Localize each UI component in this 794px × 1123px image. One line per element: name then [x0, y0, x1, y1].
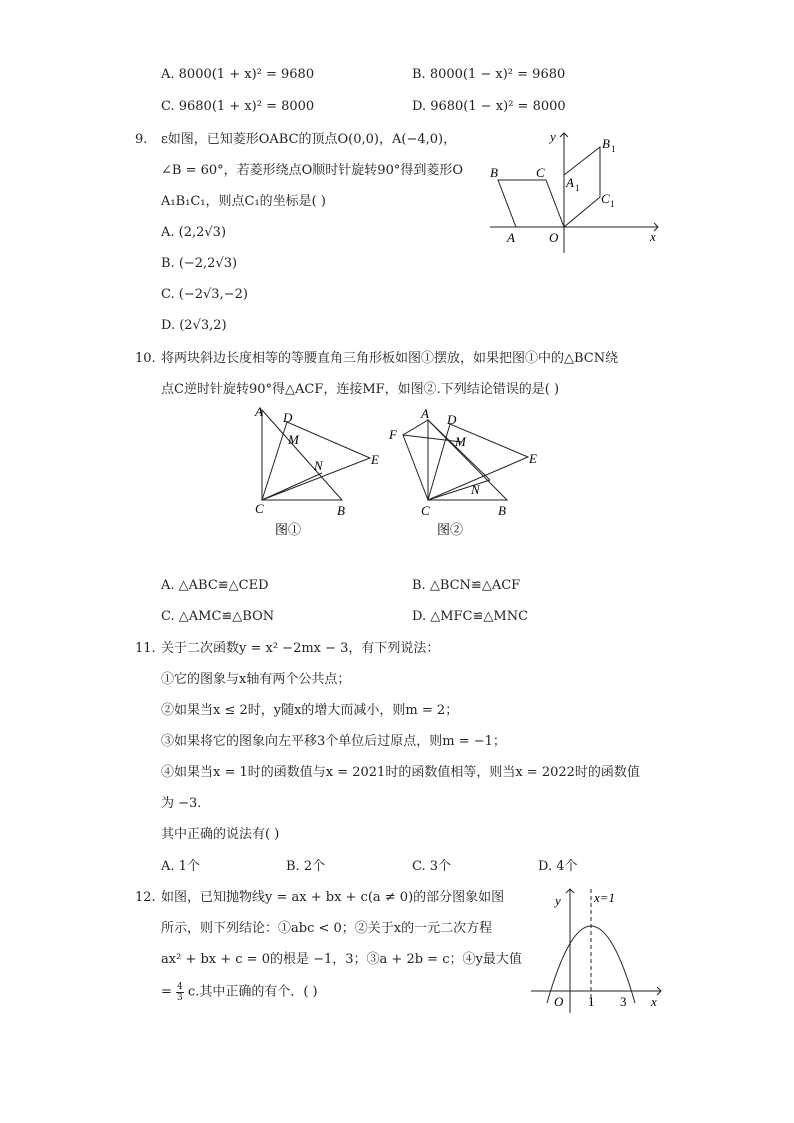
q10-stem-line1: 将两块斜边长度相等的等腰直角三角形板如图①摆放，如果把图①中的△BCN绕 — [161, 351, 619, 366]
q9-stem-line2: ∠B = 60°，若菱形绕点O顺时针旋转90°得到菱形O — [161, 163, 464, 178]
q10-option-c: C. △AMC≌△BON — [161, 609, 275, 624]
q11-question: 其中正确的说法有( ) — [161, 827, 280, 842]
q10-fig2-label-c: C — [421, 503, 430, 518]
q10-figure-1 — [250, 402, 390, 542]
q9-option-b: B. (−2,2√3) — [161, 256, 238, 271]
q9-fig-label-c1: C — [601, 191, 610, 206]
q11-statement-1: ①它的图象与x轴有两个公共点； — [161, 672, 351, 687]
q9-fig-label-b: B — [490, 165, 498, 180]
q9-fig-y-label: y — [550, 129, 556, 144]
q12-fig-y-label: y — [555, 893, 561, 908]
q10-fig2-label-n: N — [471, 482, 480, 497]
q9-number: 9. — [135, 132, 148, 147]
q10-number: 10. — [135, 351, 156, 366]
q9-fig-label-o: O — [549, 230, 559, 245]
q10-fig1-label-c: C — [255, 501, 264, 516]
q8-option-a: A. 8000(1 + x)² = 9680 — [161, 67, 315, 82]
q12-fig-label-o: O — [554, 994, 564, 1009]
q12-stem-line1: 如图，已知抛物线y = ax + bx + c(a ≠ 0)的部分图象如图 — [161, 890, 505, 905]
q9-fig-label-c1-sub: 1 — [610, 199, 615, 209]
q12-number: 12. — [135, 890, 156, 905]
q10-fig1-label-n: N — [314, 458, 323, 473]
q12-fig-label-1: 1 — [588, 994, 595, 1009]
q10-fig2-label-d: D — [447, 412, 457, 427]
q11-option-d: D. 4个 — [538, 859, 578, 874]
q10-fig1-label-b: B — [337, 503, 345, 518]
q9-fig-label-c: C — [536, 165, 545, 180]
q9-option-d: D. (2√3,2) — [161, 318, 227, 333]
q12-equals: = — [161, 984, 172, 1000]
q8-option-d: D. 9680(1 − x)² = 8000 — [412, 99, 566, 114]
q11-number: 11. — [135, 641, 156, 656]
q10-fig1-label-m: M — [288, 432, 299, 447]
q12-stem-line4 — [161, 982, 318, 1008]
q9-fig-label-a1: A — [566, 175, 574, 190]
q12-stem-line3: ax² + bx + c = 0的根是 −1，3；③a + 2b = c；④y最大值 — [161, 952, 522, 967]
q12-fraction-numerator: 4 — [177, 982, 183, 992]
q12-fig-x-label: x — [651, 994, 657, 1009]
q12-parabola-figure — [525, 885, 665, 1015]
q10-fig1-label-e: E — [371, 452, 379, 467]
q10-fig2-label-m: M — [455, 434, 466, 449]
q9-stem-line3: A₁B₁C₁，则点C₁的坐标是( ) — [161, 194, 326, 209]
q11-statement-2: ②如果当x ≤ 2时，y随x的增大而减小，则m = 2； — [161, 703, 459, 718]
q9-option-c: C. (−2√3,−2) — [161, 287, 248, 302]
q11-stem: 关于二次函数y = x² −2mx − 3，有下列说法： — [161, 641, 440, 656]
q12-fig-label-3: 3 — [620, 994, 627, 1009]
q8-option-c: C. 9680(1 + x)² = 8000 — [161, 99, 315, 114]
q10-stem-line2: 点C逆时针旋转90°得△ACF，连接MF，如图②.下列结论错误的是( ) — [161, 382, 560, 397]
q11-option-b: B. 2个 — [286, 859, 326, 874]
q9-option-a: A. (2,2√3) — [161, 225, 227, 240]
q11-statement-4b: 为 −3. — [161, 796, 202, 811]
q11-option-c: C. 3个 — [412, 859, 452, 874]
q12-fraction — [176, 982, 184, 1003]
q9-stem-line1: ε如图，已知菱形OABC的顶点O(0,0)，A(−4,0)， — [161, 132, 457, 147]
q12-fraction-denominator: 3 — [177, 993, 183, 1003]
q10-fig1-caption: 图① — [275, 522, 302, 537]
q10-option-b: B. △BCN≌△ACF — [412, 578, 521, 593]
q9-fig-label-b1-sub: 1 — [611, 144, 616, 154]
q10-fig2-label-e: E — [529, 451, 537, 466]
q10-fig1-label-d: D — [283, 410, 293, 425]
q9-rhombus-figure — [480, 125, 665, 255]
q9-fig-x-label: x — [650, 229, 656, 244]
q10-fig2-label-b: B — [498, 503, 506, 518]
q9-fig-label-a1-sub: 1 — [575, 183, 580, 193]
q10-option-d: D. △MFC≌△MNC — [412, 609, 529, 624]
q10-fig2-caption: 图② — [437, 522, 464, 537]
q11-statement-4a: ④如果当x = 1时的函数值与x = 2021时的函数值相等，则当x = 2022时的函数值 — [161, 765, 640, 780]
q10-fig1-label-a: A — [255, 404, 263, 419]
q11-option-a: A. 1个 — [161, 859, 200, 874]
q8-option-b: B. 8000(1 − x)² = 9680 — [412, 67, 566, 82]
q10-fig2-label-a: A — [421, 406, 429, 421]
q9-fig-label-b1: B — [602, 136, 610, 151]
q9-fig-label-a: A — [507, 230, 515, 245]
q10-option-a: A. △ABC≌△CED — [161, 578, 269, 593]
q10-figure-2 — [385, 402, 555, 542]
q12-stem-line4-text: c.其中正确的有个．( ) — [187, 984, 318, 1000]
q10-fig2-label-f: F — [389, 427, 397, 442]
q11-statement-3: ③如果将它的图象向左平移3个单位后过原点，则m = −1； — [161, 734, 506, 749]
q12-fig-axis-label: x=1 — [594, 890, 616, 905]
q12-stem-line2: 所示，则下列结论：①abc < 0；②关于x的一元二次方程 — [161, 921, 493, 936]
